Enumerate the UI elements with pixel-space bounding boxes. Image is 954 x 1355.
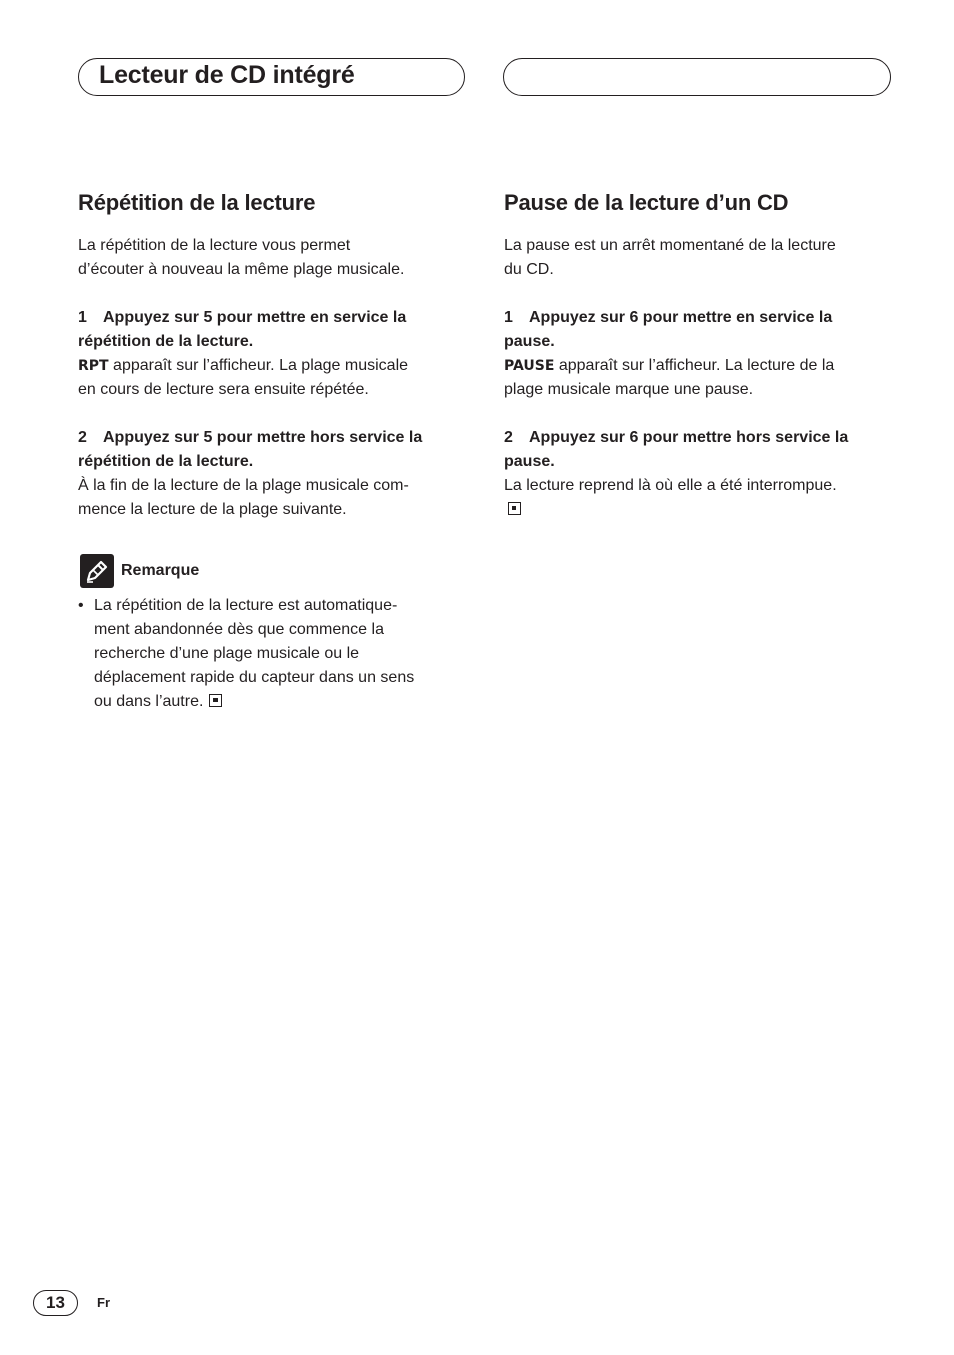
step-number: 2: [78, 429, 87, 446]
end-of-section-icon: [508, 502, 521, 515]
step-title-line: répétition de la lecture.: [78, 453, 254, 470]
note-header: [78, 554, 464, 588]
step-body-line: en cours de lecture sera ensuite répétée.: [78, 381, 369, 398]
bullet: •: [78, 597, 84, 614]
step-2: [78, 426, 464, 522]
step-title: [504, 306, 890, 354]
pencil-note-icon: [80, 554, 114, 588]
step-1: [78, 306, 464, 402]
display-indicator: RPT: [78, 358, 109, 374]
note-line: La répétition de la lecture est automatique-: [94, 597, 398, 614]
step-title-line: Appuyez sur 5 pour mettre en service la: [103, 309, 407, 326]
step-body-line: apparaît sur l’afficheur. La plage musicale: [108, 357, 409, 374]
step-body: [78, 354, 464, 402]
step-body-line: La lecture reprend là où elle a été interrompue.: [504, 477, 837, 494]
step-number: 1: [504, 309, 513, 326]
step-title-line: pause.: [504, 453, 555, 470]
section-intro: [78, 234, 464, 282]
step-2: [504, 426, 890, 522]
section-repeat-play: [78, 188, 464, 714]
step-body: [504, 474, 890, 522]
note-list-item: [78, 594, 464, 714]
step-title: [78, 306, 464, 354]
note-line: ment abandonnée dès que commence la: [94, 621, 384, 638]
step-number: 1: [78, 309, 87, 326]
section-heading: Pause de la lecture d’un CD: [504, 190, 789, 215]
note-line: ou dans l’autre.: [94, 693, 204, 710]
section-intro: [504, 234, 890, 282]
step-body-line: À la fin de la lecture de la plage musicale com-: [78, 477, 409, 494]
end-of-section-icon: [209, 694, 222, 707]
step-body-line: mence la lecture de la plage suivante.: [78, 501, 347, 518]
page-title: Lecteur de CD intégré: [99, 61, 355, 89]
step-title-line: répétition de la lecture.: [78, 333, 254, 350]
header-title-tab: [78, 58, 465, 96]
intro-line: du CD.: [504, 261, 554, 278]
intro-line: d’écouter à nouveau la même plage musicale.: [78, 261, 405, 278]
note-line: déplacement rapide du capteur dans un sens: [94, 669, 415, 686]
step-body-line: apparaît sur l’afficheur. La lecture de la: [554, 357, 835, 374]
section-heading: Répétition de la lecture: [78, 190, 316, 215]
pencil-icon: [84, 558, 110, 584]
step-title: [78, 426, 464, 474]
intro-line: La pause est un arrêt momentané de la lecture: [504, 237, 836, 254]
page-number: 13: [33, 1290, 78, 1316]
step-body-line: plage musicale marque une pause.: [504, 381, 754, 398]
section-pause-play: [504, 188, 890, 522]
step-title: [504, 426, 890, 474]
intro-line: La répétition de la lecture vous permet: [78, 237, 351, 254]
header-empty-tab: [503, 58, 891, 96]
note-text: [94, 594, 464, 714]
note-label: Remarque: [121, 562, 200, 579]
step-body: [504, 354, 890, 402]
step-title-line: pause.: [504, 333, 555, 350]
display-indicator: PAUSE: [504, 358, 555, 374]
step-body: [78, 474, 464, 522]
note-line: recherche d’une plage musicale ou le: [94, 645, 360, 662]
step-title-line: Appuyez sur 6 pour mettre en service la: [529, 309, 833, 326]
step-number: 2: [504, 429, 513, 446]
language-code: Fr: [97, 1295, 110, 1310]
step-title-line: Appuyez sur 5 pour mettre hors service la: [103, 429, 423, 446]
step-1: [504, 306, 890, 402]
step-title-line: Appuyez sur 6 pour mettre hors service la: [529, 429, 849, 446]
